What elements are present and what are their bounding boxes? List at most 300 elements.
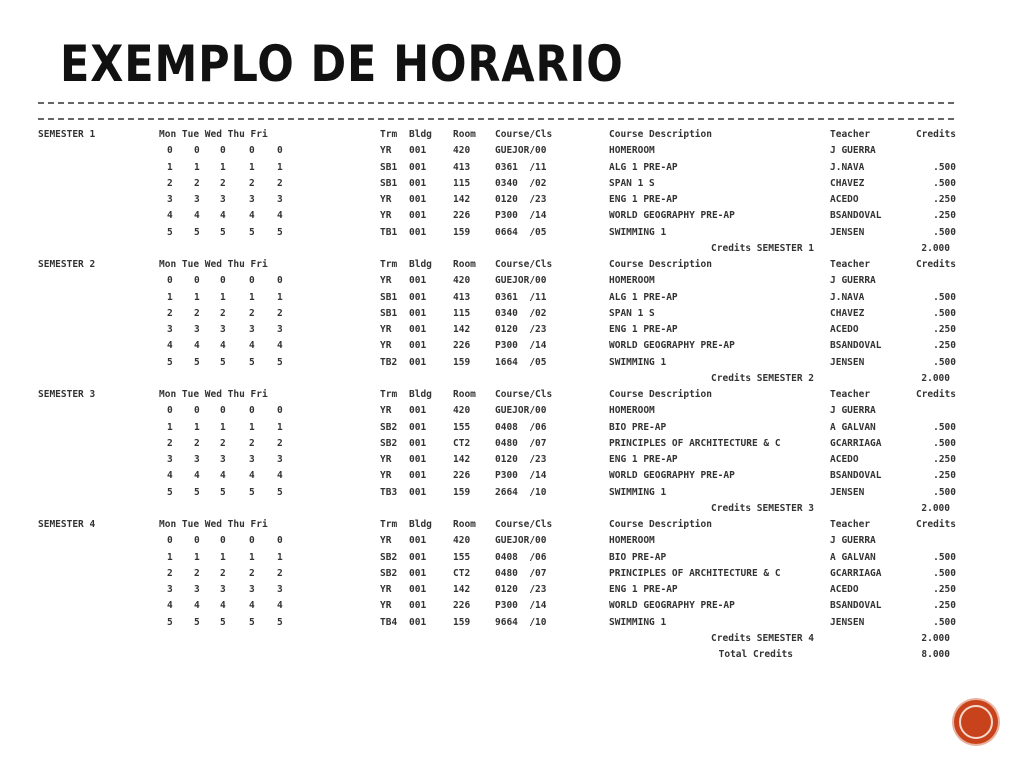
bldg-cell: 001 (409, 324, 427, 335)
trm-cell: SB2 (380, 567, 398, 579)
period-cell: 5 (277, 356, 283, 368)
table-row (0, 468, 1024, 484)
course-cell: 0664 /05 (495, 226, 547, 238)
period-cell: 3 (194, 194, 200, 205)
period-cell: 2 (167, 437, 173, 449)
room-cell: 142 (453, 454, 471, 465)
credits-cell: .250 (933, 194, 956, 205)
period-cell: 2 (220, 307, 226, 319)
period-cell: 4 (220, 470, 226, 482)
trm-cell: SB1 (380, 177, 398, 189)
teacher-cell: A GALVAN (830, 551, 876, 563)
course-cell: 1664 /05 (495, 356, 547, 368)
room-cell: 226 (453, 470, 471, 482)
credits-cell: .500 (933, 307, 956, 319)
trm-cell: YR (380, 454, 392, 465)
teacher-cell: GCARRIAGA (830, 567, 882, 579)
course-header: Course/Cls (495, 519, 553, 530)
period-cell: 4 (194, 210, 200, 222)
period-cell: 2 (194, 177, 200, 189)
period-cell: 3 (220, 584, 226, 595)
period-cell: 5 (194, 226, 200, 238)
period-cell: 2 (220, 177, 226, 189)
course-cell: GUEJOR/00 (495, 145, 547, 157)
period-cell: 0 (249, 145, 255, 157)
description-cell: HOMEROOM (609, 535, 655, 547)
teacher-cell: GCARRIAGA (830, 437, 882, 449)
divider-top (38, 102, 954, 104)
period-cell: 5 (167, 226, 173, 238)
period-cell: 3 (194, 324, 200, 335)
days-header: Mon Tue Wed Thu Fri (159, 259, 268, 270)
bldg-cell: 001 (409, 161, 427, 173)
period-cell: 5 (194, 616, 200, 628)
trm-cell: YR (380, 535, 392, 547)
credits-header: Credits (915, 259, 956, 270)
table-row (0, 322, 1024, 338)
total-credits-label: Total Credits (718, 649, 793, 660)
trm-cell: SB2 (380, 437, 398, 449)
trm-cell: YR (380, 405, 392, 417)
period-cell: 4 (167, 470, 173, 482)
teacher-cell: ACEDO (830, 324, 859, 335)
trm-cell: YR (380, 210, 392, 222)
divider-bottom (38, 118, 954, 120)
room-cell: 142 (453, 584, 471, 595)
teacher-cell: A GALVAN (830, 421, 876, 433)
room-cell: 420 (453, 145, 471, 157)
trm-cell: SB1 (380, 307, 398, 319)
course-cell: P300 /14 (495, 600, 547, 612)
period-cell: 2 (249, 177, 255, 189)
period-cell: 1 (249, 551, 255, 563)
room-cell: 159 (453, 486, 471, 498)
semester-header-row (0, 257, 1024, 273)
course-cell: 0120 /23 (495, 194, 547, 205)
period-cell: 0 (277, 535, 283, 547)
description-cell: WORLD GEOGRAPHY PRE-AP (609, 470, 735, 482)
description-cell: ENG 1 PRE-AP (609, 584, 678, 595)
trm-header: Trm (380, 129, 398, 140)
teacher-cell: BSANDOVAL (830, 340, 882, 352)
period-cell: 1 (194, 291, 200, 303)
period-cell: 4 (194, 470, 200, 482)
period-cell: 1 (277, 291, 283, 303)
period-cell: 5 (249, 226, 255, 238)
description-header: Course Description (609, 389, 712, 400)
period-cell: 4 (249, 470, 255, 482)
course-cell: 2664 /10 (495, 486, 547, 498)
credits-cell: .250 (933, 340, 956, 352)
table-row (0, 176, 1024, 192)
period-cell: 0 (220, 275, 226, 287)
bldg-header: Bldg (409, 519, 432, 530)
period-cell: 5 (194, 356, 200, 368)
period-cell: 3 (249, 194, 255, 205)
period-cell: 1 (277, 551, 283, 563)
bldg-header: Bldg (409, 129, 432, 140)
credits-cell: .250 (933, 584, 956, 595)
teacher-header: Teacher (830, 519, 871, 530)
period-cell: 5 (277, 226, 283, 238)
period-cell: 1 (167, 421, 173, 433)
period-cell: 5 (194, 486, 200, 498)
period-cell: 3 (220, 194, 226, 205)
period-cell: 4 (277, 340, 283, 352)
course-cell: 0408 /06 (495, 551, 547, 563)
description-cell: SWIMMING 1 (609, 486, 667, 498)
course-cell: GUEJOR/00 (495, 535, 547, 547)
table-row (0, 338, 1024, 354)
trm-cell: YR (380, 194, 392, 205)
course-cell: 0120 /23 (495, 584, 547, 595)
table-row (0, 582, 1024, 598)
description-cell: SPAN 1 S (609, 307, 655, 319)
period-cell: 4 (220, 340, 226, 352)
period-cell: 4 (277, 210, 283, 222)
period-cell: 1 (220, 161, 226, 173)
room-cell: 420 (453, 535, 471, 547)
room-header: Room (453, 259, 476, 270)
description-cell: PRINCIPLES OF ARCHITECTURE & C (609, 567, 781, 579)
period-cell: 2 (167, 567, 173, 579)
trm-cell: SB1 (380, 291, 398, 303)
credits-header: Credits (915, 129, 956, 140)
trm-cell: TB1 (380, 226, 398, 238)
semester-total-row (0, 241, 1024, 257)
course-cell: GUEJOR/00 (495, 405, 547, 417)
period-cell: 5 (277, 486, 283, 498)
description-cell: WORLD GEOGRAPHY PRE-AP (609, 600, 735, 612)
credits-cell: .250 (933, 470, 956, 482)
period-cell: 1 (220, 291, 226, 303)
period-cell: 3 (194, 454, 200, 465)
description-cell: HOMEROOM (609, 145, 655, 157)
bldg-cell: 001 (409, 356, 427, 368)
teacher-cell: J.NAVA (830, 291, 865, 303)
period-cell: 5 (167, 486, 173, 498)
period-cell: 2 (194, 567, 200, 579)
trm-cell: TB3 (380, 486, 398, 498)
trm-cell: SB2 (380, 421, 398, 433)
table-row (0, 420, 1024, 436)
description-cell: ALG 1 PRE-AP (609, 161, 678, 173)
bldg-cell: 001 (409, 616, 427, 628)
description-header: Course Description (609, 519, 712, 530)
semester-header-row (0, 517, 1024, 533)
room-cell: 115 (453, 177, 471, 189)
trm-cell: SB2 (380, 551, 398, 563)
bldg-cell: 001 (409, 226, 427, 238)
bldg-cell: 001 (409, 551, 427, 563)
teacher-header: Teacher (830, 259, 871, 270)
teacher-header: Teacher (830, 129, 871, 140)
table-row (0, 355, 1024, 371)
room-cell: 413 (453, 291, 471, 303)
room-cell: 159 (453, 226, 471, 238)
period-cell: 1 (249, 421, 255, 433)
description-cell: WORLD GEOGRAPHY PRE-AP (609, 340, 735, 352)
period-cell: 1 (167, 161, 173, 173)
trm-cell: YR (380, 275, 392, 287)
bldg-header: Bldg (409, 389, 432, 400)
teacher-cell: J GUERRA (830, 405, 876, 417)
table-row (0, 615, 1024, 631)
description-cell: ALG 1 PRE-AP (609, 291, 678, 303)
days-header: Mon Tue Wed Thu Fri (159, 129, 268, 140)
teacher-cell: JENSEN (830, 616, 865, 628)
course-header: Course/Cls (495, 129, 553, 140)
total-credits-value: 8.000 (921, 649, 950, 660)
room-cell: 155 (453, 551, 471, 563)
description-cell: SWIMMING 1 (609, 356, 667, 368)
period-cell: 5 (167, 616, 173, 628)
bldg-cell: 001 (409, 535, 427, 547)
period-cell: 0 (194, 145, 200, 157)
period-cell: 3 (277, 324, 283, 335)
days-header: Mon Tue Wed Thu Fri (159, 389, 268, 400)
course-header: Course/Cls (495, 389, 553, 400)
grand-total-row (0, 647, 1024, 663)
course-cell: 0340 /02 (495, 307, 547, 319)
period-cell: 3 (277, 454, 283, 465)
course-cell: 0408 /06 (495, 421, 547, 433)
period-cell: 2 (249, 567, 255, 579)
credits-cell: .500 (933, 177, 956, 189)
bldg-cell: 001 (409, 307, 427, 319)
teacher-cell: J GUERRA (830, 145, 876, 157)
period-cell: 3 (220, 324, 226, 335)
description-cell: WORLD GEOGRAPHY PRE-AP (609, 210, 735, 222)
course-cell: 0361 /11 (495, 291, 547, 303)
period-cell: 1 (249, 291, 255, 303)
course-cell: P300 /14 (495, 340, 547, 352)
teacher-cell: J GUERRA (830, 275, 876, 287)
period-cell: 0 (277, 275, 283, 287)
room-cell: 226 (453, 210, 471, 222)
description-header: Course Description (609, 129, 712, 140)
period-cell: 1 (194, 421, 200, 433)
semester-total-label: Credits SEMESTER 4 (711, 632, 814, 644)
course-cell: 0340 /02 (495, 177, 547, 189)
period-cell: 4 (220, 210, 226, 222)
bldg-cell: 001 (409, 421, 427, 433)
period-cell: 0 (194, 535, 200, 547)
period-cell: 1 (167, 551, 173, 563)
room-cell: 226 (453, 600, 471, 612)
credits-cell: .500 (933, 486, 956, 498)
bldg-cell: 001 (409, 567, 427, 579)
bldg-header: Bldg (409, 259, 432, 270)
period-cell: 0 (167, 145, 173, 157)
period-cell: 4 (167, 600, 173, 612)
period-cell: 4 (249, 600, 255, 612)
teacher-cell: J.NAVA (830, 161, 865, 173)
credits-header: Credits (915, 389, 956, 400)
room-cell: 420 (453, 275, 471, 287)
period-cell: 0 (249, 535, 255, 547)
period-cell: 5 (167, 356, 173, 368)
bldg-cell: 001 (409, 584, 427, 595)
period-cell: 4 (277, 470, 283, 482)
period-cell: 0 (249, 275, 255, 287)
period-cell: 4 (194, 600, 200, 612)
course-cell: 0120 /23 (495, 324, 547, 335)
bldg-cell: 001 (409, 210, 427, 222)
period-cell: 0 (167, 405, 173, 417)
bldg-cell: 001 (409, 340, 427, 352)
period-cell: 0 (220, 535, 226, 547)
trm-cell: YR (380, 470, 392, 482)
semester-label: SEMESTER 2 (38, 259, 96, 270)
period-cell: 5 (277, 616, 283, 628)
period-cell: 5 (220, 226, 226, 238)
course-cell: GUEJOR/00 (495, 275, 547, 287)
room-cell: 142 (453, 194, 471, 205)
bldg-cell: 001 (409, 454, 427, 465)
room-cell: 159 (453, 356, 471, 368)
period-cell: 2 (194, 437, 200, 449)
period-cell: 3 (249, 454, 255, 465)
credits-header: Credits (915, 519, 956, 530)
credits-cell: .500 (933, 437, 956, 449)
course-cell: 9664 /10 (495, 616, 547, 628)
room-header: Room (453, 519, 476, 530)
room-cell: 159 (453, 616, 471, 628)
table-row (0, 452, 1024, 468)
description-header: Course Description (609, 259, 712, 270)
period-cell: 4 (249, 340, 255, 352)
period-cell: 3 (167, 454, 173, 465)
teacher-cell: BSANDOVAL (830, 600, 882, 612)
period-cell: 1 (194, 551, 200, 563)
trm-cell: YR (380, 600, 392, 612)
semester-header-row (0, 127, 1024, 143)
semester-total-value: 2.000 (921, 242, 950, 254)
page-title: EXEMPLO DE HORARIO (60, 35, 624, 93)
description-cell: PRINCIPLES OF ARCHITECTURE & C (609, 437, 781, 449)
teacher-cell: JENSEN (830, 226, 865, 238)
room-cell: 226 (453, 340, 471, 352)
table-row (0, 273, 1024, 289)
semester-header-row (0, 387, 1024, 403)
teacher-header: Teacher (830, 389, 871, 400)
course-cell: 0120 /23 (495, 454, 547, 465)
semester-total-row (0, 631, 1024, 647)
period-cell: 0 (194, 275, 200, 287)
room-cell: 413 (453, 161, 471, 173)
period-cell: 3 (167, 584, 173, 595)
bldg-cell: 001 (409, 177, 427, 189)
period-cell: 5 (220, 356, 226, 368)
table-row (0, 436, 1024, 452)
semester-total-row (0, 371, 1024, 387)
teacher-cell: ACEDO (830, 194, 859, 205)
table-row (0, 192, 1024, 208)
period-cell: 2 (167, 307, 173, 319)
room-cell: 420 (453, 405, 471, 417)
period-cell: 4 (220, 600, 226, 612)
course-cell: 0480 /07 (495, 437, 547, 449)
credits-cell: .250 (933, 454, 956, 465)
days-header: Mon Tue Wed Thu Fri (159, 519, 268, 530)
table-row (0, 403, 1024, 419)
period-cell: 2 (277, 307, 283, 319)
credits-cell: .500 (933, 551, 956, 563)
period-cell: 2 (249, 437, 255, 449)
course-cell: P300 /14 (495, 470, 547, 482)
room-header: Room (453, 129, 476, 140)
teacher-cell: BSANDOVAL (830, 210, 882, 222)
period-cell: 2 (277, 567, 283, 579)
period-cell: 2 (167, 177, 173, 189)
teacher-cell: CHAVEZ (830, 177, 865, 189)
period-cell: 2 (220, 567, 226, 579)
period-cell: 4 (249, 210, 255, 222)
description-cell: SWIMMING 1 (609, 616, 667, 628)
description-cell: ENG 1 PRE-AP (609, 324, 678, 335)
period-cell: 4 (277, 600, 283, 612)
bldg-cell: 001 (409, 405, 427, 417)
period-cell: 1 (194, 161, 200, 173)
table-row (0, 160, 1024, 176)
trm-cell: TB2 (380, 356, 398, 368)
trm-cell: YR (380, 145, 392, 157)
bldg-cell: 001 (409, 470, 427, 482)
room-cell: 115 (453, 307, 471, 319)
table-row (0, 225, 1024, 241)
next-slide-button[interactable] (954, 700, 998, 744)
teacher-cell: ACEDO (830, 584, 859, 595)
credits-cell: .500 (933, 421, 956, 433)
credits-cell: .500 (933, 567, 956, 579)
period-cell: 1 (167, 291, 173, 303)
room-cell: CT2 (453, 567, 471, 579)
table-row (0, 290, 1024, 306)
trm-header: Trm (380, 259, 398, 270)
period-cell: 2 (249, 307, 255, 319)
semester-total-value: 2.000 (921, 502, 950, 514)
semester-total-value: 2.000 (921, 632, 950, 644)
credits-cell: .500 (933, 356, 956, 368)
period-cell: 0 (220, 145, 226, 157)
credits-cell: .500 (933, 226, 956, 238)
teacher-cell: JENSEN (830, 356, 865, 368)
bldg-cell: 001 (409, 194, 427, 205)
period-cell: 0 (220, 405, 226, 417)
period-cell: 0 (277, 145, 283, 157)
credits-cell: .500 (933, 291, 956, 303)
table-row (0, 143, 1024, 159)
period-cell: 4 (167, 340, 173, 352)
description-cell: SPAN 1 S (609, 177, 655, 189)
teacher-cell: J GUERRA (830, 535, 876, 547)
bldg-cell: 001 (409, 275, 427, 287)
period-cell: 1 (277, 421, 283, 433)
table-row (0, 485, 1024, 501)
description-cell: HOMEROOM (609, 275, 655, 287)
teacher-cell: JENSEN (830, 486, 865, 498)
table-row (0, 533, 1024, 549)
trm-header: Trm (380, 389, 398, 400)
period-cell: 1 (220, 421, 226, 433)
period-cell: 3 (194, 584, 200, 595)
room-cell: 142 (453, 324, 471, 335)
period-cell: 0 (194, 405, 200, 417)
semester-total-label: Credits SEMESTER 2 (711, 372, 814, 384)
description-cell: BIO PRE-AP (609, 551, 667, 563)
description-cell: ENG 1 PRE-AP (609, 194, 678, 205)
